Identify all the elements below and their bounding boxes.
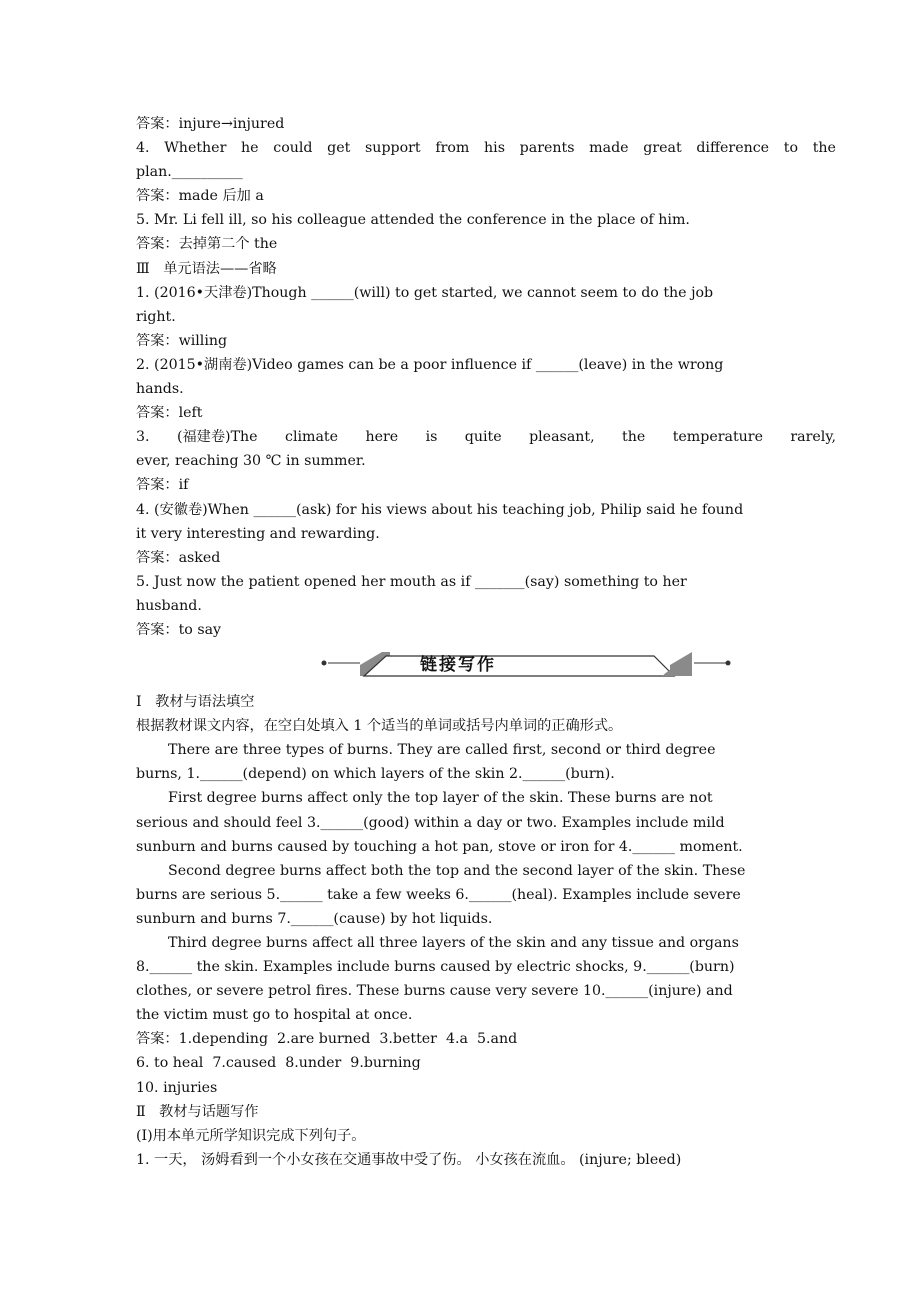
section-banner	[136, 642, 836, 690]
answer-line: 答案：1.depending 2.are burned 3.better 4.a 5.and	[136, 1031, 518, 1048]
question-line: 1. 一天， 汤姆看到一个小女孩在交通事故中受了伤。 小女孩在流血。 (injure; bleed)	[136, 1151, 682, 1168]
word: from	[435, 140, 470, 157]
passage-line: 8.______ the skin. Examples include burns caused by electric shocks, 9.______(burn)	[136, 959, 735, 976]
word: difference	[696, 140, 770, 157]
word: to	[783, 140, 799, 157]
word: Whether	[164, 140, 227, 157]
instruction-line: 根据教材课文内容，在空白处填入 1 个适当的单词或括号内单词的正确形式。	[136, 718, 623, 735]
question-line: 5. Mr. Li fell ill, so his colleague attended the conference in the place of him.	[136, 212, 690, 229]
answer-line: 答案：made 后加 a	[136, 188, 264, 205]
word: 3.	[136, 429, 150, 446]
word: here	[365, 429, 399, 446]
word: support	[365, 140, 421, 157]
word: 4.	[136, 140, 150, 157]
question-line: 5. Just now the patient opened her mouth as if _______(say) something to her	[136, 573, 687, 590]
section-heading: Ⅰ 教材与语法填空	[136, 694, 255, 711]
passage-line: the victim must go to hospital at once.	[136, 1007, 413, 1024]
passage-line: sunburn and burns 7.______(cause) by hot liquids.	[136, 910, 493, 927]
question-line: hands.	[136, 381, 184, 398]
answer-line: 答案：left	[136, 405, 203, 422]
section-heading: Ⅱ 教材与话题写作	[136, 1103, 259, 1120]
answer-line: 答案：asked	[136, 549, 221, 566]
word: great	[643, 140, 682, 157]
question-line: right.	[136, 308, 176, 325]
passage-line: burns are serious 5.______ take a few weeks 6.______(heal). Examples include severe	[136, 886, 741, 903]
banner-decoration	[320, 646, 732, 682]
passage-line: sunburn and burns caused by touching a hot pan, stove or iron for 4.______ moment.	[136, 838, 743, 855]
passage-line: Second degree burns affect both the top and the second layer of the skin. These	[168, 862, 746, 879]
word: he	[241, 140, 259, 157]
question-line	[136, 425, 836, 449]
word: temperature	[672, 429, 763, 446]
word: climate	[285, 429, 339, 446]
question-line: husband.	[136, 597, 202, 614]
passage-line: First degree burns affect only the top layer of the skin. These burns are not	[168, 790, 713, 807]
answer-line: 答案：willing	[136, 332, 228, 349]
word: is	[425, 429, 438, 446]
word: his	[484, 140, 505, 157]
passage-line: clothes, or severe petrol fires. These burns cause very severe 10.______(injure) and	[136, 983, 733, 1000]
question-line: 4. (安徽卷)When ______(ask) for his views about his teaching job, Philip said he found	[136, 501, 744, 518]
word: quite	[464, 429, 502, 446]
answer-line: 6. to heal 7.caused 8.under 9.burning	[136, 1055, 421, 1072]
answer-line: 答案：injure→injured	[136, 116, 285, 132]
word: the	[812, 140, 836, 157]
question-line: plan.__________	[136, 164, 243, 181]
question-line: it very interesting and rewarding.	[136, 525, 380, 542]
question-line: ever, reaching 30 ℃ in summer.	[136, 453, 366, 470]
section-heading: Ⅲ 单元语法——省略	[136, 260, 277, 277]
word: rarely,	[790, 429, 836, 446]
word: (福建卷)The	[176, 429, 258, 446]
answer-line: 10. injuries	[136, 1079, 218, 1096]
instruction-line: (Ⅰ)用本单元所学知识完成下列句子。	[136, 1127, 366, 1144]
question-line: 2. (2015•湖南卷)Video games can be a poor influence if ______(leave) in the wrong	[136, 356, 724, 373]
question-line	[136, 136, 836, 160]
answer-line: 答案：to say	[136, 621, 222, 638]
passage-line: serious and should feel 3.______(good) within a day or two. Examples include mild	[136, 814, 725, 831]
word: get	[327, 140, 351, 157]
passage-line: burns, 1.______(depend) on which layers of the skin 2.______(burn).	[136, 766, 615, 783]
document-page	[136, 112, 836, 1172]
word: made	[589, 140, 629, 157]
question-line: 1. (2016•天津卷)Though ______(will) to get started, we cannot seem to do the job	[136, 284, 714, 301]
word: pleasant,	[529, 429, 595, 446]
banner-title: 链接写作	[420, 655, 496, 676]
word: the	[622, 429, 646, 446]
word: could	[273, 140, 313, 157]
passage-line: Third degree burns affect all three layers of the skin and any tissue and organs	[168, 935, 739, 951]
answer-line: 答案：if	[136, 477, 189, 494]
answer-line: 答案：去掉第二个 the	[136, 236, 278, 253]
passage-line: There are three types of burns. They are called first, second or third degree	[168, 742, 716, 759]
word: parents	[519, 140, 575, 157]
